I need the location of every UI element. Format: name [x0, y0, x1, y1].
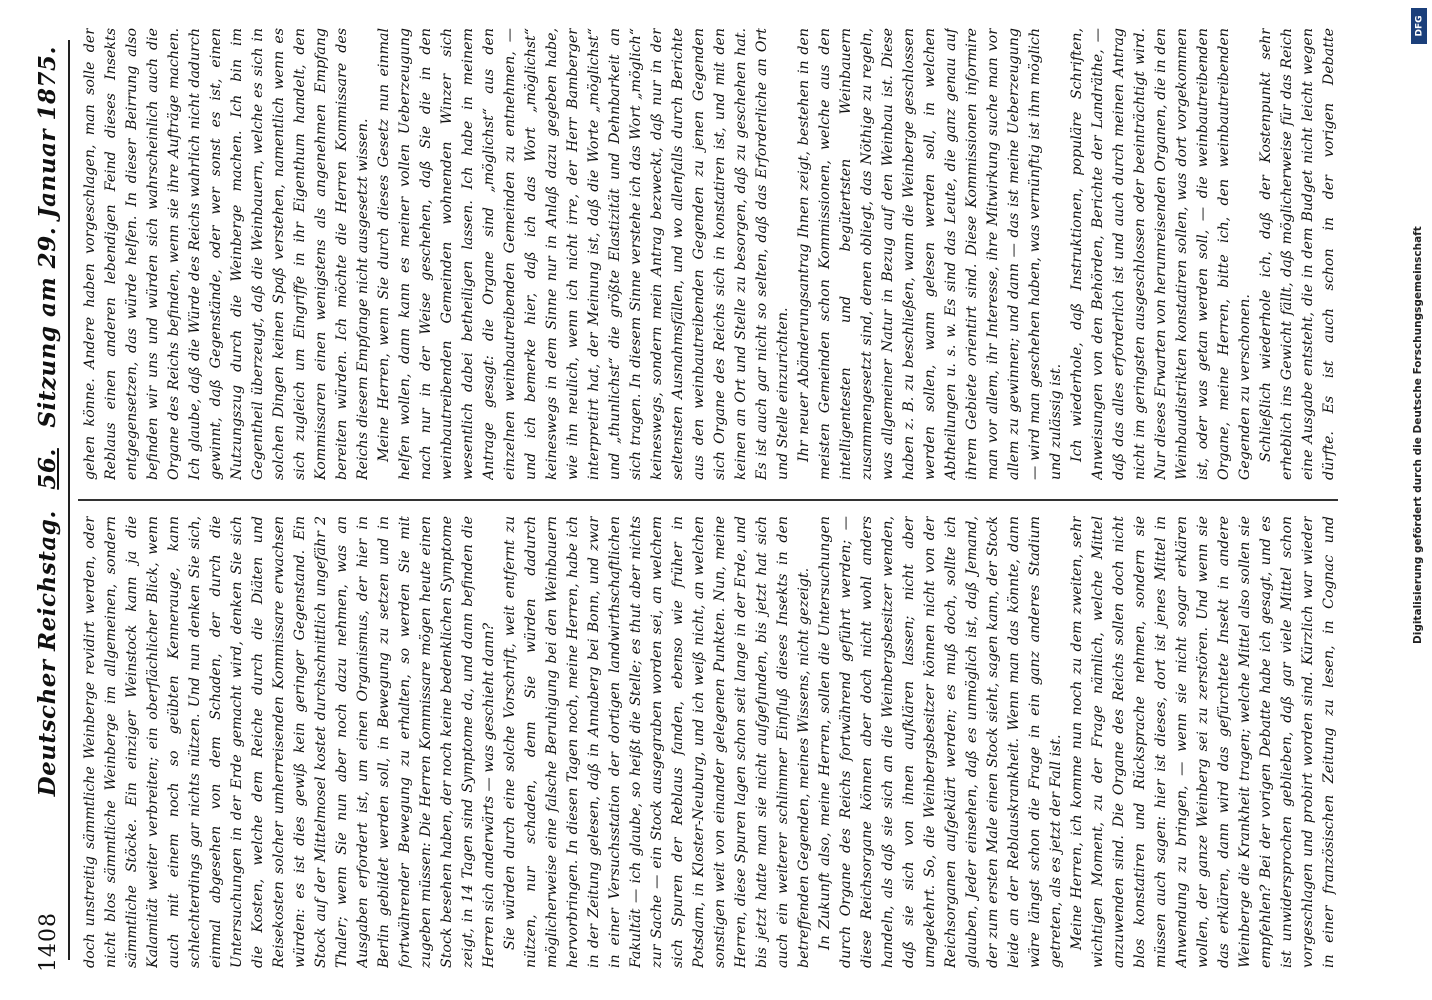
- session-date: Sitzung am 29. Januar 1875.: [34, 46, 61, 428]
- dfg-logo: [1411, 8, 1427, 44]
- paragraph: In Zukunft also, meine Herren, sollen die Untersuchungen durch Organe des Reichs fortwährend geführt werden; — diese Reichsorgane können aber doch nicht wohl anders handeln, als daß sie sich an die Weinbergsbesitzer wenden, daß sie sich von ihnen aufklären lassen; nicht aber umgekehrt. So, die Weinbergsbesitzer können nicht von der Reichsorganen aufgeklärt werden; es muß doch, sollte ich glauben, Jeder einsehen, daß es unmöglich ist, daß Jemand, der zum ersten Male einen Stock sieht, sagen kann, der Stock leide an der Reblauskrankheit. Wenn man das könnte, dann wäre längst schon die Frage in ein ganz anderes Stadium getreten, als es jetzt der Fall ist.: [817, 516, 1064, 968]
- dfg-logo-text: DFG: [1414, 15, 1425, 37]
- header-rule: [68, 40, 70, 960]
- paragraph: Ich wiederhole, daß Instruktionen, populäre Schriften, Anweisungen von den Behörden, Berichte der Landräthe, — daß das alles erforderlich ist und auch durch meinen Antrag nicht im geringsten ausgeschlossen oder beeinträchtigt wird. Nur dieses Erwarten von herumreisenden Organen, die in den Weinbaudistrikten konstatiren sollen, was dort vorgekommen ist, oder was getan werden soll, — die weinbautreibenden Organe, meine Herren, bitte ich, den weinbautreibenden Gegenden zu verschonen.: [1069, 28, 1253, 480]
- running-title: [34, 40, 61, 802]
- paragraph: Ihr neuer Abänderungsantrag Ihnen zeigt, bestehen in den meisten Gemeinden schon Kommissionen, welche aus den intelligentesten und begütertsten Weinbauern zusammengesetzt sind, denen obliegt, das Nöthige zu regeln, was allgemeiner Natur in Bezug auf den Weinbau ist. Diese haben z. B. zu beschließen, wann die Weinberge geschlossen werden sollen, wann gelesen werden soll, in welchen Abtheilungen u. s. w. Es sind das Leute, die ganz genau auf ihrem Gebiete orientirt sind. Diese Kommissionen informire man vor allem, ihr Interesse, ihre Mitwirkung suche man vor allem zu gewinnen; und dann — das ist meine Ueberzeugung — wird man geschehen haben, was vernünftig ist ihm möglich und zulässig ist.: [796, 28, 1064, 480]
- text-column-left: [80, 516, 1340, 968]
- paragraph: Meine Herren, ich komme nun noch zu dem zweiten, sehr wichtigen Moment, zu der Frage nämlich, welche Mittel anzuwenden sind. Die Organe des Reichs sollen doch nicht blos konstatiren und Rücksprache nehmen, sondern sie müssen auch sagen: hier ist dieses, dort ist jenes Mittel in Anwendung zu bringen, — wenn sie nicht sogar erklären wollen, der ganze Weinberg sei zu zerstören. Und wenn sie das erklären, dann wird das gefürchtete Insekt in andere Weinberge die Krankheit tragen; welche Mittel also sollen sie empfehlen? Bei der vorigen Debatte habe ich gesagt, und es ist unwidersprochen geblieben, daß gar viele Mittel schon vorgeschlagen und probirt worden sind. Kürzlich war wieder in einer französischen Zeitung zu lesen, in Cognac und: [1069, 516, 1337, 968]
- paragraph: doch unstreitig sämmtliche Weinberge revidirt werden, oder nicht blos sämmtliche Weinberge im allgemeinen, sondern sämmtliche Stöcke. Ein einziger Weinstock kann ja die Kalamität weiter verbreiten; ein oberflächlicher Blick, wenn auch mit einem noch so geübten Kennerauge, kann schlechterdings gar nichts nützen. Und nun denken Sie sich, einmal abgesehen von dem Schaden, der durch die Untersuchungen in der Erde gemacht wird, denken Sie sich die Kosten, welche dem Reiche durch die Diäten und Reisekosten solcher umherreisenden Kommissare erwachsen würden: es ist dies gewiß kein geringer Gegenstand. Ein Stock auf der Mittelmosel kostet durchschnittlich ungefähr 2 Thaler; wenn Sie nun aber noch dazu nehmen, was an Ausgaben erfordert ist, um einen Organismus, der hier in Berlin gebildet werden soll, in Bewegung zu setzen und in fortwährender Bewegung zu erhalten, so werden Sie mit zugeben müssen: Die Herren Kommissare mögen heute einen Stock besehen haben, der noch keine bedenklichen Symptome zeigt, in 14 Tagen sind Symptome da, und dann befinden die Herren sich anderwärts — was geschieht dann?: [82, 516, 497, 968]
- column-divider: [78, 499, 1338, 501]
- paragraph: Meine Herren, wenn Sie durch dieses Gesetz nun einmal helfen wollen, dann kann es meiner vollen Ueberzeugung nach nur in der Weise geschehen, daß Sie die in den weinbautreibenden Gemeinden wohnenden Winzer sich wesentlich dabei betheiligen lassen. Ich habe in meinem Antrage gesagt: die Organe sind „möglichst“ aus den einzelnen weinbautreibenden Gemeinden zu entnehmen, — und ich bemerke hier, daß ich das Wort „möglichst“ keineswegs in dem Sinne nur in Anlaß dazu gegeben habe, wie ihn neulich, wenn ich nicht irre, der Herr Bamberger interpretirt hat, der Meinung ist, daß die Worte „möglichst“ und „thunlichst“ die größte Elastizität und Dehnbarkeit an sich tragen. In diesem Sinne verstehe ich das Wort „möglich“ keineswegs, sondern mein Antrag bezweckt, daß nur in der seltensten Ausnahmsfällen, und wo allenfalls durch Berichte aus den weinbautreibenden Gegenden zu jenen Gegenden sich Organe des Reichs sich in konstatiren ist, und mit den keinen an Ort und Stelle zu besorgen, daß zu geschehen hat. Es ist auch gar nicht so selten, daß das Erforderliche an Ort und Stelle einzurichten.: [376, 28, 791, 480]
- page-number: 1408: [36, 912, 61, 972]
- running-header: [34, 40, 64, 972]
- digitization-note-text: Digitalisierung gefördert durch die Deutsche Forschungsgemeinschaft: [1412, 226, 1424, 644]
- publication-title: Deutscher Reichstag.: [34, 510, 61, 797]
- session-number: 56.: [34, 448, 61, 490]
- text-column-right: [80, 28, 1340, 480]
- paragraph: gehen könne. Andere haben vorgeschlagen, man solle der Reblaus einen anderen lebendigen Feind dieses Insekts entgegensetzen, das würde helfen. In dieser Beirrung also befinden wir uns und würden sich wahrscheinlich auch die Organe des Reichs befinden, wenn sie ihre Aufträge machen. Ich glaube, daß die Würde des Reichs wahrlich nicht dadurch gewinnt, daß Gegenstände, oder wer sonst es ist, einen Nutzungszug durch die Weinberge machen. Ich bin im Gegentheil überzeugt, daß die Weinbauern, welche es sich in solchen Dingen keinen Spaß verstehen, namentlich wenn es sich zugleich um Eingriffe in ihr Eigenthum handelt, den Kommissaren einen wenigstens als angenehmen Empfang bereiten würden. Ich möchte die Herren Kommissare des Reichs diesem Empfange nicht ausgesetzt wissen.: [82, 28, 371, 480]
- paragraph: Sie würden durch eine solche Vorschrift, weit entfernt zu nützen, nur schaden, denn Sie würden dadurch möglicherweise eine falsche Beruhigung bei den Weinbauern hervorbringen. In diesen Tagen noch, meine Herren, habe ich in der Zeitung gelesen, daß in Annaberg bei Bonn, und zwar in einer Versuchsstation der dortigen landwirthschaftlichen Fakultät — ich glaube, so heißt die Stelle; es thut aber nichts zur Sache — ein Stock ausgegraben worden sei, an welchem sich Spuren der Reblaus fanden, ebenso wie früher in Potsdam, in Kloster-Neuburg, und ich weiß nicht, an welchen sonstigen weit von einander gelegenen Punkten. Nun, meine Herren, diese Spuren lagen schon seit lange in der Erde, und bis jetzt hatte man sie nicht aufgefunden, bis jetzt hat sich auch ein weiterer schlimmer Einfluß dieses Insekts in den betreffenden Gegenden, meines Wissens, nicht gezeigt.: [502, 516, 812, 968]
- paragraph: Schließlich wiederhole ich, daß der Kostenpunkt sehr erheblich ins Gewicht fällt, daß möglicherweise für das Reich eine Ausgabe entsteht, die in dem Budget nicht leicht wegen dürfte. Es ist auch schon in der vorigen Debatte: [1258, 28, 1337, 480]
- digitization-watermark: [1412, 44, 1428, 644]
